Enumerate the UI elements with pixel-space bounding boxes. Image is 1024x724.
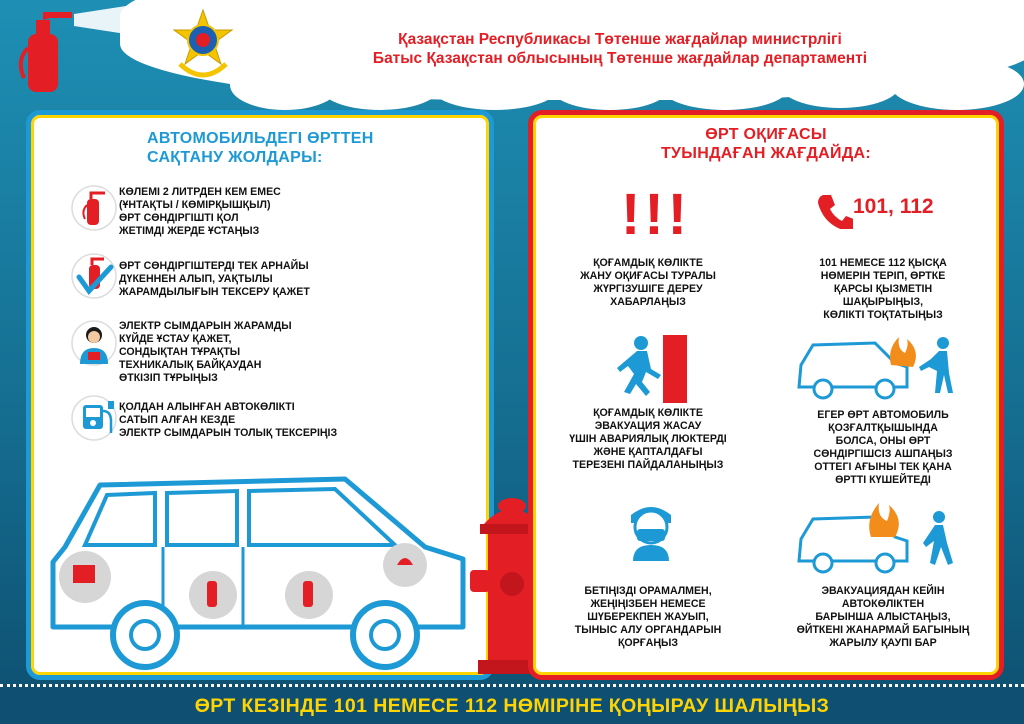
prevention-item-line: ТЕХНИКАЛЫҚ БАЙҚАУДАН <box>119 359 262 371</box>
incident-item-line: ЖАРЫЛУ ҚАУПІ БАР <box>829 637 937 649</box>
prevention-item-line: ЭЛЕКТР СЫМДАРЫН ЖАРАМДЫ <box>119 320 292 332</box>
prevention-item-line: ЖЕТІМДІ ЖЕРДЕ ҰСТАҢЫЗ <box>119 225 260 237</box>
incident-item-line: ЖҮРГІЗУШІГЕ ДЕРЕУ <box>593 283 703 295</box>
incident-title-line-1: ӨРТ ОҚИҒАСЫ <box>705 126 827 143</box>
prevention-item-4 <box>119 401 337 440</box>
header-title <box>300 30 940 68</box>
incident-item-6 <box>788 585 978 650</box>
incident-item-line: ОТТЕГІ АҒЫНЫ ТЕК ҚАНА <box>814 461 952 473</box>
incident-item-line: АВТОКӨЛІКТЕН <box>841 598 925 610</box>
prevention-panel <box>26 110 494 680</box>
prevention-item-line: ҚОЛДАН АЛЫНҒАН АВТОКӨЛІКТІ <box>119 401 295 413</box>
mechanic-icon <box>71 320 117 366</box>
cloud-puff <box>780 62 900 108</box>
incident-item-line: ЖАНУ ОҚИҒАСЫ ТУРАЛЫ <box>580 270 716 282</box>
incident-panel <box>528 110 1004 680</box>
prevention-item-line: САТЫП АЛҒАН КЕЗДЕ <box>119 414 236 426</box>
incident-item-line: ТЫНЫС АЛУ ОРГАНДАРЫН <box>574 624 722 636</box>
incident-item-line: ШҮБЕРЕКПЕН ЖАУЫП, <box>587 611 709 623</box>
prevention-item-line: ӨРТ СӨНДІРГІШТЕРДІ ТЕК АРНАЙЫ <box>119 260 309 272</box>
incident-item-line: ҚОЗҒАЛТҚЫШЫНДА <box>828 422 938 434</box>
prevention-item-line: ӨТКІЗІП ТҰРЫҢЫЗ <box>119 372 218 384</box>
incident-item-line: ҮШІН АВАРИЯЛЫҚ ЛЮКТЕРДІ <box>569 433 727 445</box>
incident-item-line: ҚОРҒАҢЫЗ <box>617 637 679 649</box>
prevention-item-line: СОНДЫҚТАН ТҰРАҚТЫ <box>119 346 241 358</box>
running-person-icon <box>615 333 695 405</box>
emblem-icon <box>168 8 238 82</box>
fire-extinguisher-icon <box>14 4 126 96</box>
footer-banner <box>0 684 1024 724</box>
incident-item-line: КӨЛІКТІ ТОҚТАТЫҢЫЗ <box>823 309 943 321</box>
car-illustration <box>45 467 485 672</box>
incident-item-line: НӨМЕРІН ТЕРІП, ӨРТКЕ <box>820 270 946 282</box>
prevention-item-2 <box>119 260 310 299</box>
emergency-numbers: 101, 112 <box>853 195 934 218</box>
incident-item-line: СӨНДІРГІШСІЗ АШПАҢЫЗ <box>813 448 953 460</box>
incident-item-line: ХАБАРЛАҢЫЗ <box>610 296 686 308</box>
prevention-item-line: КҮЙДЕ ҰСТАУ ҚАЖЕТ, <box>119 333 232 345</box>
phone-icon <box>815 191 853 229</box>
prevention-item-line: ДҮКЕННЕН АЛЫП, УАҚТЫЛЫ <box>119 273 273 285</box>
incident-item-1 <box>553 257 743 309</box>
incident-item-line: ЖӘНЕ ҚАПТАЛДАҒЫ <box>593 446 703 458</box>
incident-title <box>533 125 999 163</box>
incident-item-line: ҚАРСЫ ҚЫЗМЕТІН <box>833 283 933 295</box>
incident-item-line: БОЛСА, ОНЫ ӨРТ <box>835 435 931 447</box>
incident-item-4 <box>788 409 978 487</box>
diagnostic-icon <box>71 395 117 441</box>
incident-item-5 <box>553 585 743 650</box>
cloud-puff <box>660 62 790 110</box>
cloud-puff <box>430 62 560 110</box>
header-line-1: Қазақстан Республикасы Төтенше жағдайлар министрлігі <box>398 31 842 48</box>
incident-item-line: ӨРТТІ КҮШЕЙТЕДІ <box>835 474 931 486</box>
cloud-puff <box>320 64 440 110</box>
incident-item-line: ӨЙТКЕНІ ЖАНАРМАЙ БАГЫНЫҢ <box>796 624 970 636</box>
header <box>0 0 1024 105</box>
checkmark-icon <box>71 253 117 299</box>
incident-item-line: ЖЕҢІҢІЗБЕН НЕМЕСЕ <box>590 598 706 610</box>
prevention-title-line-2: САҚТАНУ ЖОЛДАРЫ: <box>147 149 323 166</box>
incident-title-line-2: ТУЫНДАҒАН ЖАҒДАЙДА: <box>660 145 872 162</box>
prevention-title <box>147 129 374 167</box>
cloud-puff <box>550 64 670 110</box>
prevention-item-1 <box>119 186 281 238</box>
incident-item-line: БЕТІҢІЗДІ ОРАМАЛМЕН, <box>584 585 712 597</box>
prevention-title-line-1: АВТОМОБИЛЬДЕГІ ӨРТТЕН <box>147 130 374 147</box>
header-line-2: Батыс Қазақстан облысының Төтенше жағдайлар департаменті <box>372 50 868 67</box>
prevention-item-3 <box>119 320 292 385</box>
face-mask-icon <box>627 501 675 561</box>
prevention-item-line: ӨРТ СӨНДІРГІШТІ ҚОЛ <box>119 212 239 224</box>
incident-item-3 <box>553 407 743 472</box>
incident-item-line: ҚОҒАМДЫҚ КӨЛІКТЕ <box>593 407 703 419</box>
fire-extinguisher-icon <box>71 185 117 231</box>
incident-item-2 <box>788 257 978 322</box>
incident-item-line: ТЕРЕЗЕНІ ПАЙДАЛАНЫҢЫЗ <box>572 459 724 471</box>
incident-item-line: ҚОҒАМДЫҚ КӨЛІКТЕ <box>593 257 703 269</box>
car-fire-icon <box>795 335 955 403</box>
prevention-item-line: (ҰНТАҚТЫ / КӨМІРҚЫШҚЫЛ) <box>119 199 271 211</box>
alert-exclamation-icon: !!! <box>621 182 691 247</box>
car-fire-icon <box>795 501 955 577</box>
prevention-item-line: КӨЛЕМІ 2 ЛИТРДЕН КЕМ ЕМЕС <box>119 186 281 198</box>
prevention-item-line: ЭЛЕКТР СЫМДАРЫН ТОЛЫҚ ТЕКСЕРІҢІЗ <box>119 427 338 439</box>
footer-text: ӨРТ КЕЗІНДЕ 101 НЕМЕСЕ 112 НӨМІРІНЕ ҚОҢЫРАУ ШАЛЫҢЫЗ <box>194 695 830 717</box>
incident-item-line: ЕГЕР ӨРТ АВТОМОБИЛЬ <box>817 409 949 421</box>
prevention-item-line: ЖАРАМДЫЛЫҒЫН ТЕКСЕРУ ҚАЖЕТ <box>119 286 310 298</box>
incident-item-line: ЭВАКУАЦИЯ ЖАСАУ <box>594 420 702 432</box>
incident-item-line: ЭВАКУАЦИЯДАН КЕЙІН <box>821 585 945 597</box>
incident-item-line: ШАҚЫРЫҢЫЗ, <box>842 296 924 308</box>
incident-item-line: БАРЫНША АЛЫСТАҢЫЗ, <box>815 611 951 623</box>
incident-item-line: 101 НЕМЕСЕ 112 ҚЫСҚА <box>819 257 947 269</box>
